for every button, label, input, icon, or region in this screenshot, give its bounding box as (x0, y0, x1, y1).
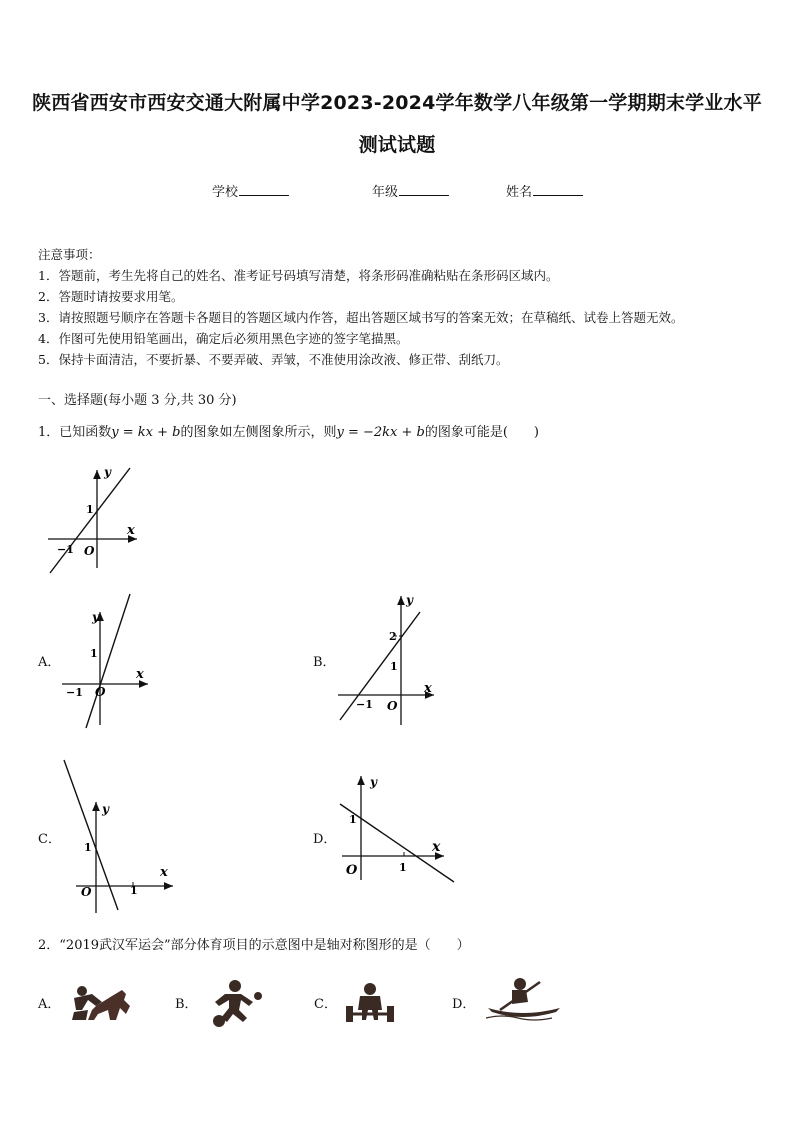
q2-option-b-label[interactable]: B． (175, 997, 198, 1012)
option-a-graph[interactable] (56, 590, 156, 735)
tick-1: 1 (390, 660, 398, 673)
school-field (212, 181, 289, 200)
option-b-label[interactable]: B． (313, 655, 336, 670)
notes (38, 244, 683, 370)
option-b-graph[interactable] (332, 590, 442, 730)
option-c-graph[interactable] (56, 758, 176, 916)
name-field (506, 181, 583, 200)
grade-blank[interactable] (399, 183, 449, 196)
grade-label: 年级 (372, 185, 399, 200)
origin-label: O (84, 544, 95, 558)
name-blank[interactable] (533, 183, 583, 196)
q1-mid: 的图象如左侧图象所示，则 (180, 425, 337, 440)
note-item: 4．作图可先使用铅笔画出，确定后必须用黑色字迹的签字笔描黑。 (38, 331, 409, 346)
page-title-line2: 测试试题 (358, 134, 436, 156)
tick-1-x: 1 (130, 884, 138, 897)
origin-label: O (81, 885, 92, 899)
tick-1: 1 (84, 841, 92, 854)
note-item: 1．答题前，考生先将自己的姓名、准考证号码填写清楚，将条形码准确粘贴在条形码区域内。 (38, 268, 559, 283)
q2-option-d-label[interactable]: D． (452, 997, 476, 1012)
option-a-label[interactable]: A． (38, 655, 61, 670)
option-d-graph[interactable] (332, 768, 458, 886)
equestrian-icon[interactable] (68, 980, 138, 1025)
origin-label: O (346, 863, 358, 878)
q1-formula-2: y = −2kx + b (336, 425, 425, 440)
option-d-label[interactable]: D． (313, 832, 337, 847)
tick-neg1: −1 (66, 686, 83, 699)
weightlifting-icon[interactable] (342, 980, 398, 1026)
q1-formula-1: y = kx + b (111, 425, 181, 440)
note-item: 5．保持卡面清洁，不要折暴、不要弄破、弄皱，不准使用涂改液、修正带、刮纸刀。 (38, 352, 509, 367)
y-label: y (370, 775, 377, 789)
tick-neg1: −1 (356, 698, 373, 711)
q1-suffix: 的图象可能是( ) (424, 425, 540, 440)
tick-1: 1 (90, 647, 98, 660)
q1-given-graph (42, 460, 152, 580)
origin-label: O (95, 685, 106, 699)
q2-option-c-label[interactable]: C． (314, 997, 337, 1012)
notes-heading: 注意事项： (38, 247, 101, 262)
q2-option-a-label[interactable]: A． (38, 997, 61, 1012)
section-heading: 一、选择题(每小题 3 分,共 30 分) (38, 393, 237, 408)
x-label: x (432, 839, 441, 855)
y-label: y (92, 610, 99, 624)
tick-1: 1 (86, 503, 94, 516)
grade-field (372, 181, 449, 200)
note-item: 2．答题时请按要求用笔。 (38, 289, 184, 304)
note-item: 3．请按照题号顺序在答题卡各题目的答题区域内作答，超出答题区域书写的答案无效；在草稿纸、试卷上答题无效。 (38, 310, 684, 325)
q1-prefix: 1．已知函数 (38, 425, 112, 440)
school-label: 学校 (212, 185, 239, 200)
y-label: y (406, 593, 413, 607)
origin-label: O (387, 699, 398, 713)
tick-1: 1 (349, 813, 357, 826)
option-c-label[interactable]: C． (38, 832, 61, 847)
tick-1-x: 1 (399, 861, 407, 874)
tick-2: 2 (389, 630, 397, 643)
x-label: x (160, 865, 168, 880)
tick-neg1: −1 (57, 543, 74, 556)
question-1 (38, 421, 539, 440)
x-label: x (424, 681, 432, 696)
page-title: 陕西省西安市西安交通大附属中学2023-2024学年数学八年级第一学期期末学业水平 (32, 92, 762, 114)
school-blank[interactable] (239, 183, 289, 196)
name-label: 姓名 (506, 185, 533, 200)
question-2: 2．“2019武汉军运会”部分体育项目的示意图中是轴对称图形的是（ ） (38, 938, 470, 953)
function-line (340, 612, 420, 720)
kayak-icon[interactable] (482, 974, 566, 1024)
football-icon[interactable] (205, 978, 265, 1030)
y-label: y (102, 802, 109, 816)
y-label: y (104, 465, 111, 479)
x-label: x (136, 667, 144, 682)
x-label: x (127, 523, 135, 538)
